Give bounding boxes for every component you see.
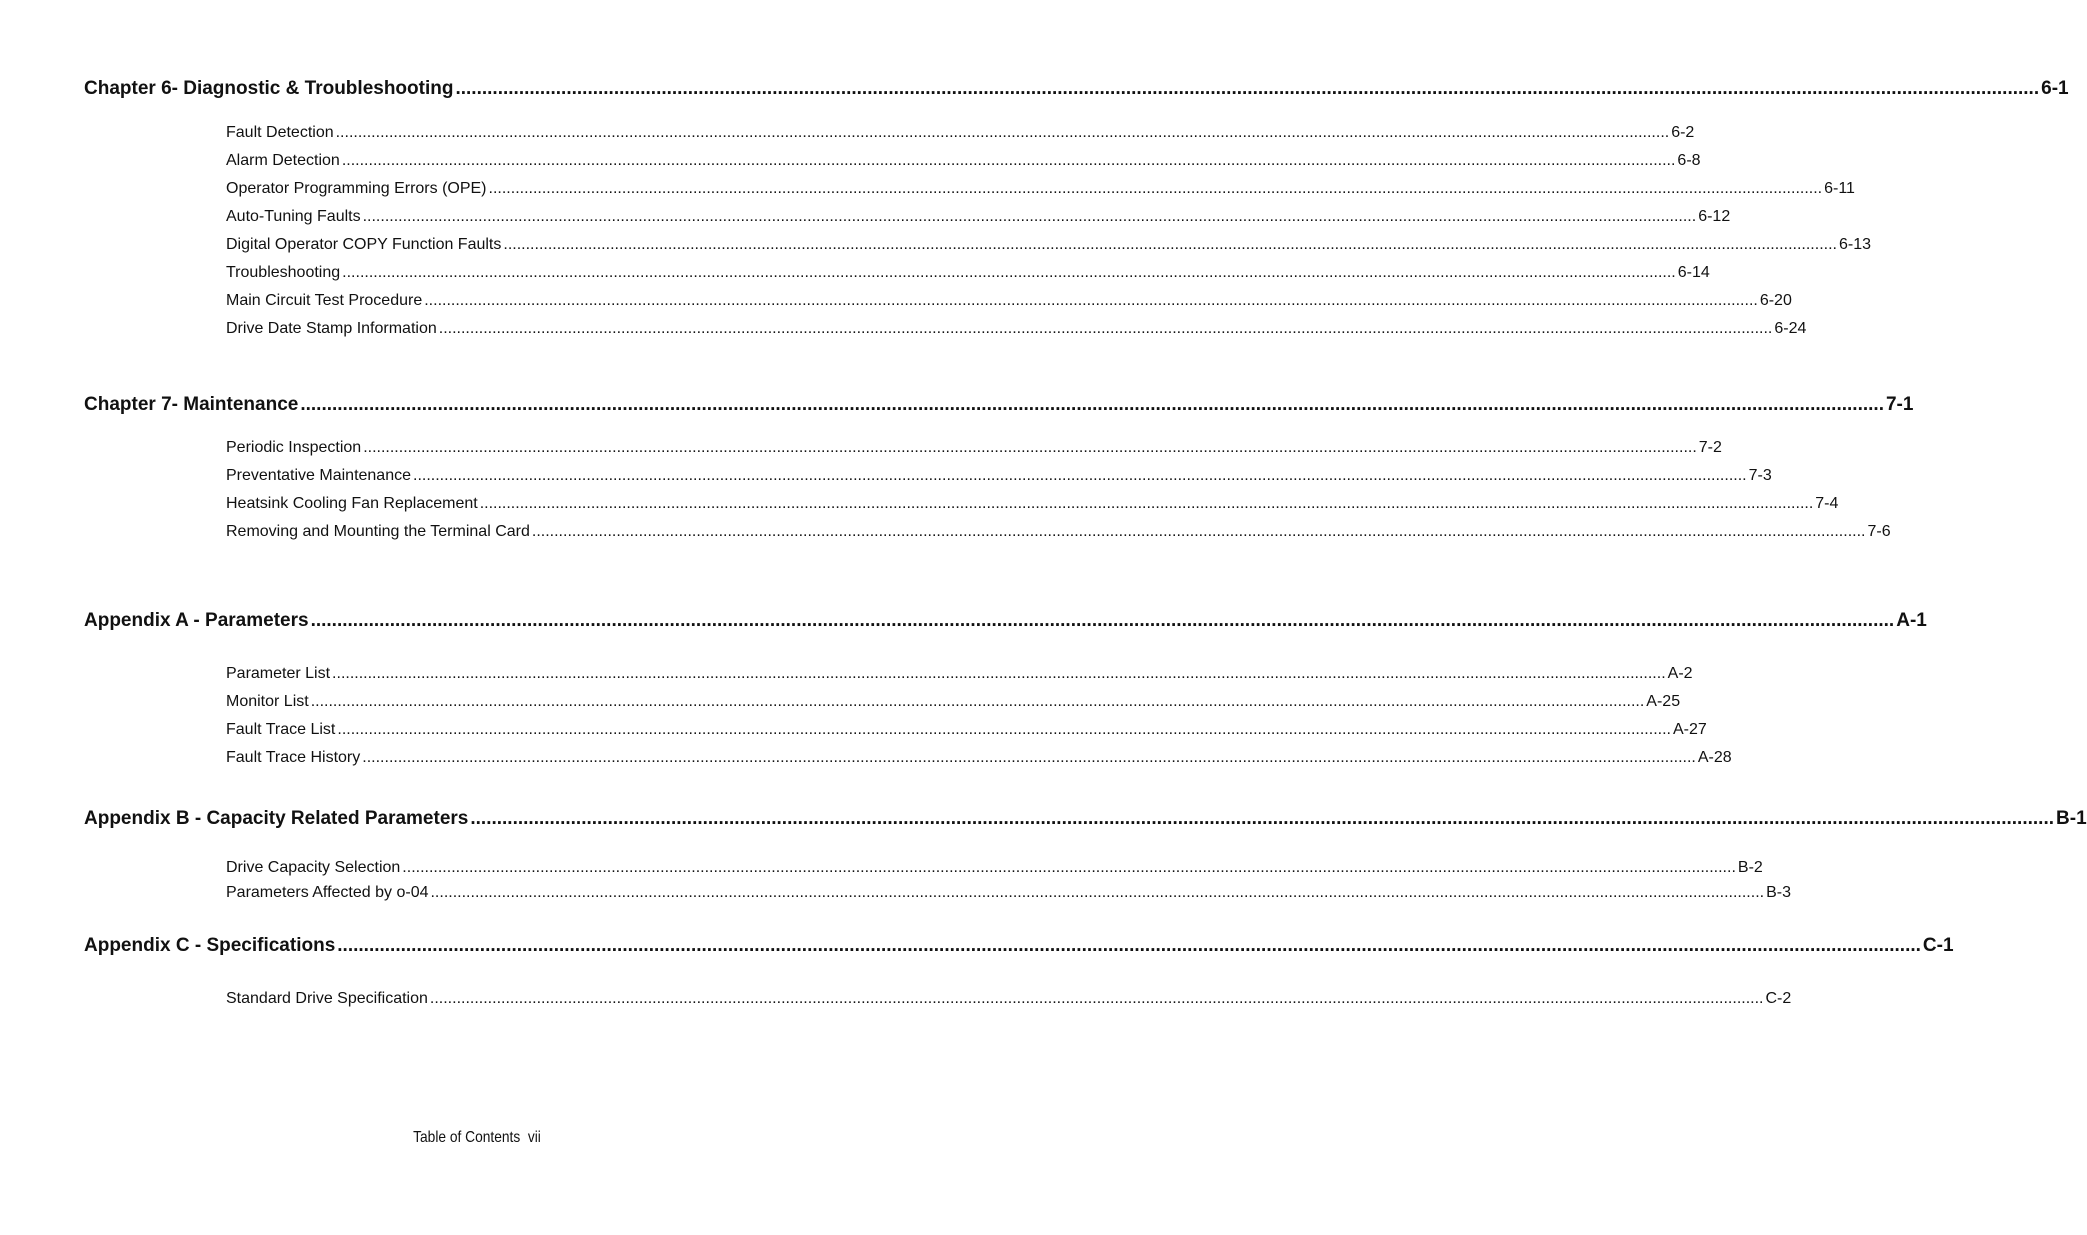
chapter-title: Appendix B - Capacity Related Parameters: [84, 808, 469, 829]
footer-page-number: vii: [527, 1129, 541, 1146]
entry-title: Standard Drive Specification: [226, 990, 428, 1007]
chapter-title: Appendix A - Parameters: [84, 610, 309, 631]
entry-title: Fault Trace List: [226, 721, 336, 738]
entry-page-number: A-28: [1697, 749, 1732, 766]
toc-entry[interactable]: [226, 124, 1695, 142]
toc-appendix-b[interactable]: [84, 808, 2087, 830]
dot-leader: ............................................................................................................................................................................................................................................................................................................: [310, 610, 1895, 631]
toc-entry[interactable]: [226, 523, 1891, 541]
entry-page-number: 6-14: [1677, 264, 1710, 281]
entry-title: Main Circuit Test Procedure: [226, 292, 423, 309]
entry-page-number: 7-6: [1867, 523, 1891, 540]
toc-entry[interactable]: [226, 264, 1710, 282]
entry-page-number: 7-3: [1748, 467, 1772, 484]
entry-title: Drive Capacity Selection: [226, 859, 401, 876]
toc-entry[interactable]: [226, 495, 1839, 513]
chapter-page-number: 7-1: [1885, 394, 1914, 415]
footer-label: Table of Contents: [413, 1129, 521, 1146]
toc-entry[interactable]: [226, 439, 1722, 457]
entry-page-number: C-2: [1765, 990, 1792, 1007]
entry-title: Parameters Affected by o-04: [226, 884, 429, 901]
entry-page-number: 6-24: [1774, 320, 1807, 337]
entry-title: Preventative Maintenance: [226, 467, 411, 484]
dot-leader: ............................................................................................................................................................................................................................................................................................................: [362, 208, 1697, 225]
dot-leader: ............................................................................................................................................................................................................................................................................................................: [479, 495, 1814, 512]
entry-title: Digital Operator COPY Function Faults: [226, 236, 502, 253]
entry-page-number: 6-2: [1671, 124, 1695, 141]
dot-leader: ............................................................................................................................................................................................................................................................................................................: [342, 264, 1676, 281]
dot-leader: ............................................................................................................................................................................................................................................................................................................: [300, 394, 1884, 415]
toc-appendix-a[interactable]: [84, 610, 1927, 632]
dot-leader: ............................................................................................................................................................................................................................................................................................................: [531, 523, 1866, 540]
chapter-page-number: 6-1: [2041, 78, 2069, 99]
dot-leader: ............................................................................................................................................................................................................................................................................................................: [402, 859, 1736, 876]
dot-leader: ............................................................................................................................................................................................................................................................................................................: [332, 665, 1666, 682]
entry-title: Parameter List: [226, 665, 331, 682]
toc-entry[interactable]: [226, 467, 1772, 485]
dot-leader: ............................................................................................................................................................................................................................................................................................................: [337, 935, 1921, 956]
toc-entry[interactable]: [226, 208, 1731, 226]
dot-leader: ............................................................................................................................................................................................................................................................................................................: [335, 124, 1670, 141]
toc-entry[interactable]: [226, 152, 1701, 170]
chapter-title: Chapter 6- Diagnostic & Troubleshooting: [84, 78, 454, 99]
entry-page-number: 6-13: [1838, 236, 1871, 253]
dot-leader: ............................................................................................................................................................................................................................................................................................................: [429, 990, 1764, 1007]
entry-page-number: 7-4: [1815, 495, 1839, 512]
dot-leader: ............................................................................................................................................................................................................................................................................................................: [503, 236, 1837, 253]
entry-page-number: 6-12: [1698, 208, 1731, 225]
dot-leader: ............................................................................................................................................................................................................................................................................................................: [337, 721, 1671, 738]
chapter-title: Chapter 7- Maintenance: [84, 394, 299, 415]
entry-page-number: 6-8: [1677, 152, 1701, 169]
entry-title: Operator Programming Errors (OPE): [226, 180, 487, 197]
toc-entry[interactable]: [226, 859, 1763, 877]
dot-leader: ............................................................................................................................................................................................................................................................................................................: [413, 467, 1747, 484]
entry-title: Troubleshooting: [226, 264, 341, 281]
dot-leader: ............................................................................................................................................................................................................................................................................................................: [310, 693, 1645, 710]
entry-title: Auto-Tuning Faults: [226, 208, 361, 225]
dot-leader: ............................................................................................................................................................................................................................................................................................................: [455, 78, 2040, 99]
toc-chapter-7[interactable]: [84, 394, 1914, 416]
dot-leader: ............................................................................................................................................................................................................................................................................................................: [363, 439, 1697, 456]
toc-entry[interactable]: [226, 180, 1855, 198]
dot-leader: ............................................................................................................................................................................................................................................................................................................: [362, 749, 1696, 766]
entry-title: Alarm Detection: [226, 152, 340, 169]
dot-leader: ............................................................................................................................................................................................................................................................................................................: [341, 152, 1676, 169]
entry-title: Fault Detection: [226, 124, 334, 141]
dot-leader: ............................................................................................................................................................................................................................................................................................................: [470, 808, 2055, 829]
dot-leader: ............................................................................................................................................................................................................................................................................................................: [488, 180, 1823, 197]
toc-entry[interactable]: [226, 292, 1792, 310]
entry-page-number: A-2: [1667, 665, 1693, 682]
toc-entry[interactable]: [226, 665, 1693, 683]
entry-title: Drive Date Stamp Information: [226, 320, 437, 337]
entry-title: Removing and Mounting the Terminal Card: [226, 523, 530, 540]
entry-page-number: 6-20: [1759, 292, 1792, 309]
toc-entry[interactable]: [226, 990, 1792, 1008]
toc-entry[interactable]: [226, 320, 1807, 338]
chapter-page-number: C-1: [1922, 935, 1954, 956]
entry-title: Fault Trace History: [226, 749, 361, 766]
toc-entry[interactable]: [226, 693, 1681, 711]
entry-page-number: 7-2: [1698, 439, 1722, 456]
toc-entry[interactable]: [226, 236, 1871, 254]
entry-title: Periodic Inspection: [226, 439, 362, 456]
entry-page-number: 6-11: [1824, 180, 1855, 197]
entry-page-number: B-2: [1737, 859, 1763, 876]
entry-title: Heatsink Cooling Fan Replacement: [226, 495, 478, 512]
toc-entry[interactable]: [226, 749, 1732, 767]
entry-page-number: B-3: [1766, 884, 1791, 901]
chapter-page-number: A-1: [1896, 610, 1927, 631]
entry-page-number: A-27: [1672, 721, 1707, 738]
toc-entry[interactable]: [226, 721, 1707, 739]
dot-leader: ............................................................................................................................................................................................................................................................................................................: [438, 320, 1773, 337]
toc-appendix-c[interactable]: [84, 935, 1954, 957]
chapter-title: Appendix C - Specifications: [84, 935, 336, 956]
entry-page-number: A-25: [1646, 693, 1681, 710]
chapter-page-number: B-1: [2056, 808, 2087, 829]
toc-entry[interactable]: [226, 884, 1791, 902]
dot-leader: ............................................................................................................................................................................................................................................................................................................: [424, 292, 1758, 309]
entry-title: Monitor List: [226, 693, 309, 710]
dot-leader: ............................................................................................................................................................................................................................................................................................................: [430, 884, 1765, 901]
toc-chapter-6[interactable]: [84, 78, 2069, 100]
page-footer: [67, 1129, 887, 1147]
